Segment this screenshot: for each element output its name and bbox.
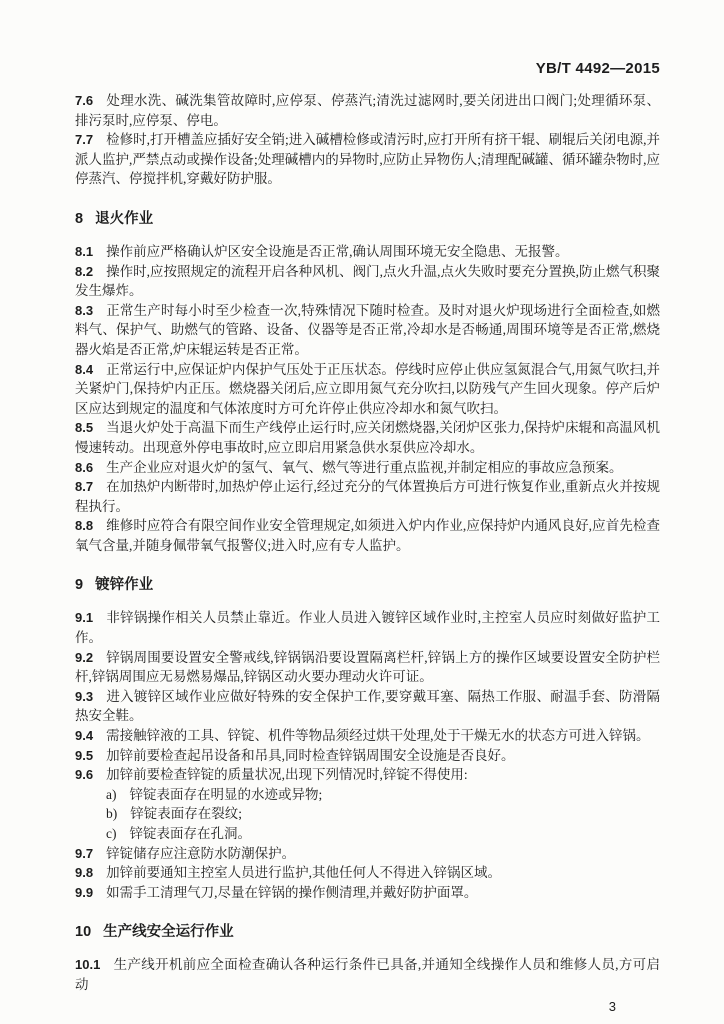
clause-number: 7.6	[75, 93, 94, 108]
clause-8-7	[75, 477, 660, 516]
clause-number: 8.1	[75, 243, 94, 259]
clause-number: 8.8	[75, 518, 94, 534]
clause-9-3	[75, 687, 660, 726]
clause-8-8	[75, 516, 660, 555]
clause-number: 9.9	[75, 884, 94, 900]
clause-text: 检修时,打开槽盖应插好安全销;进入碱槽检修或清污时,应打开所有挤干辊、刷辊后关闭电源,并派人监护,严禁点动或操作设备;处理碱槽内的异物时,应防止异物伤人;清理配碱罐、循环罐杂物时,应停蒸汽、停搅拌机,穿戴好防护服。	[75, 132, 660, 187]
section-heading-10	[75, 923, 660, 942]
clause-8-1	[75, 242, 660, 262]
clause-7-7	[75, 130, 660, 189]
clause-text: 非锌锅操作相关人员禁止靠近。作业人员进入镀锌区域作业时,主控室人员应时刻做好监护工作。	[75, 610, 660, 646]
clause-text: 正常生产时每小时至少检查一次,特殊情况下随时检查。及时对退火炉现场进行全面检查,如燃料气、保护气、助燃气的管路、设备、仪器等是否正常,冷却水是否畅通,周围环境等是否正常,燃烧器火焰是否正常,炉床辊运转是否正常。	[75, 302, 660, 357]
section-number: 9	[75, 577, 84, 594]
clause-number: 9.8	[75, 865, 94, 881]
clause-number: 9.5	[75, 747, 94, 763]
list-item-label: c)	[106, 826, 117, 841]
clause-text: 当退火炉处于高温下而生产线停止运行时,应关闭燃烧器,关闭炉区张力,保持炉床辊和高温风机慢速转动。出现意外停电事故时,应立即启用紧急供水泵供应冷却水。	[75, 420, 660, 455]
section-heading-8	[75, 210, 660, 229]
clause-number: 9.6	[75, 767, 94, 783]
clause-9-9	[75, 883, 660, 903]
clause-text: 操作时,应按照规定的流程开启各种风机、阀门,点火升温,点火失败时要充分置换,防止燃气积聚发生爆炸。	[75, 263, 660, 299]
clause-text: 如需手工清理气刀,尽量在锌锅的操作侧清理,并戴好防护面罩。	[106, 884, 478, 900]
clause-text: 加锌前要检查起吊设备和吊具,同时检查锌锅周围安全设施是否良好。	[106, 747, 515, 763]
clause-number: 9.2	[75, 649, 94, 665]
clause-10-1	[75, 955, 660, 994]
section-number: 8	[75, 210, 84, 227]
list-item-label: b)	[106, 806, 118, 822]
clause-text: 生产企业应对退火炉的氢气、氧气、燃气等进行重点监视,并制定相应的事故应急预案。	[106, 459, 623, 475]
clause-9-2	[75, 648, 660, 687]
section-heading-9	[75, 576, 660, 595]
clause-9-1	[75, 608, 660, 647]
clause-9-5	[75, 746, 660, 766]
list-item-text: 锌锭表面存在孔洞。	[129, 826, 251, 841]
clause-number: 9.3	[75, 688, 94, 704]
clause-number: 8.3	[75, 302, 94, 318]
clause-number: 8.4	[75, 361, 94, 377]
clause-8-2	[75, 262, 660, 301]
clause-text: 进入镀锌区域作业应做好特殊的安全保护工作,要穿戴耳塞、隔热工作服、耐温手套、防滑隔热安全鞋。	[75, 688, 660, 724]
clause-number: 8.2	[75, 263, 94, 279]
page-number: 3	[608, 998, 616, 1014]
clause-text: 正常运行中,应保证炉内保护气压处于正压状态。停线时应停止供应氢氮混合气,用氮气吹扫,并关紧炉门,保持炉内正压。燃烧器关闭后,应立即用氮气充分吹扫,以防残气产生回火现象。停产后炉区应达到规定的温度和气体浓度时方可允许停止供应冷却水和氮气吹扫。	[75, 361, 660, 416]
clause-text: 生产线开机前应全面检查确认各种运行条件已具备,并通知全线操作人员和维修人员,方可启动	[75, 957, 660, 992]
list-item-a	[75, 785, 660, 805]
clause-9-8	[75, 863, 660, 883]
clause-number: 9.4	[75, 728, 94, 744]
clause-text: 加锌前要通知主控室人员进行监护,其他任何人不得进入锌锅区域。	[106, 865, 501, 881]
clause-text: 加锌前要检查锌锭的质量状况,出现下列情况时,锌锭不得使用:	[106, 767, 468, 783]
list-item-label: a)	[106, 786, 117, 802]
clause-number: 7.7	[75, 132, 94, 148]
clause-number: 10.1	[75, 957, 101, 973]
list-item-b	[75, 804, 660, 824]
clause-text: 锌锭储存应注意防水防潮保护。	[106, 845, 296, 861]
clause-number: 8.7	[75, 479, 94, 495]
list-item-text: 锌锭表面存在裂纹;	[130, 806, 243, 822]
clause-text: 操作前应严格确认炉区安全设施是否正常,确认周围环境无安全隐患、无报警。	[106, 243, 569, 259]
clause-text: 需接触锌液的工具、锌锭、机件等物品须经过烘干处理,处于干燥无水的状态方可进入锌锅。	[106, 728, 650, 744]
clause-number: 9.7	[75, 845, 94, 861]
clause-9-6	[75, 765, 660, 785]
standard-code-header: YB/T 4492—2015	[535, 60, 660, 77]
list-item-text: 锌锭表面存在明显的水迹或异物;	[129, 786, 323, 802]
clause-number: 8.6	[75, 459, 94, 475]
clause-8-6	[75, 458, 660, 478]
clause-text: 在加热炉内断带时,加热炉停止运行,经过充分的气体置换后方可进行恢复作业,重新点火并按规程执行。	[75, 479, 660, 514]
clause-number: 9.1	[75, 610, 94, 626]
section-title: 生产线安全运行作业	[103, 924, 234, 941]
clause-text: 维修时应符合有限空间作业安全管理规定,如须进入炉内作业,应保持炉内通风良好,应首先检查氧气含量,并随身佩带氧气报警仪;进入时,应有专人监护。	[75, 518, 660, 553]
section-number: 10	[75, 924, 92, 941]
clause-text: 锌锅周围要设置安全警戒线,锌锅锅沿要设置隔离栏杆,锌锅上方的操作区域要设置安全防护栏杆,锌锅周围应无易燃易爆品,锌锅区动火要办理动火许可证。	[75, 649, 660, 685]
clause-9-4	[75, 726, 660, 746]
clause-text: 处理水洗、碱洗集管故障时,应停泵、停蒸汽;清洗过滤网时,要关闭进出口阀门;处理循环泵、排污泵时,应停泵、停电。	[75, 93, 660, 128]
clause-8-3	[75, 301, 660, 360]
list-item-c	[75, 824, 660, 844]
clause-number: 8.5	[75, 420, 94, 436]
clause-7-6	[75, 91, 660, 130]
clause-9-7	[75, 844, 660, 864]
section-title: 退火作业	[95, 210, 154, 227]
clause-8-5	[75, 418, 660, 457]
section-title: 镀锌作业	[95, 577, 154, 594]
clause-8-4	[75, 360, 660, 419]
